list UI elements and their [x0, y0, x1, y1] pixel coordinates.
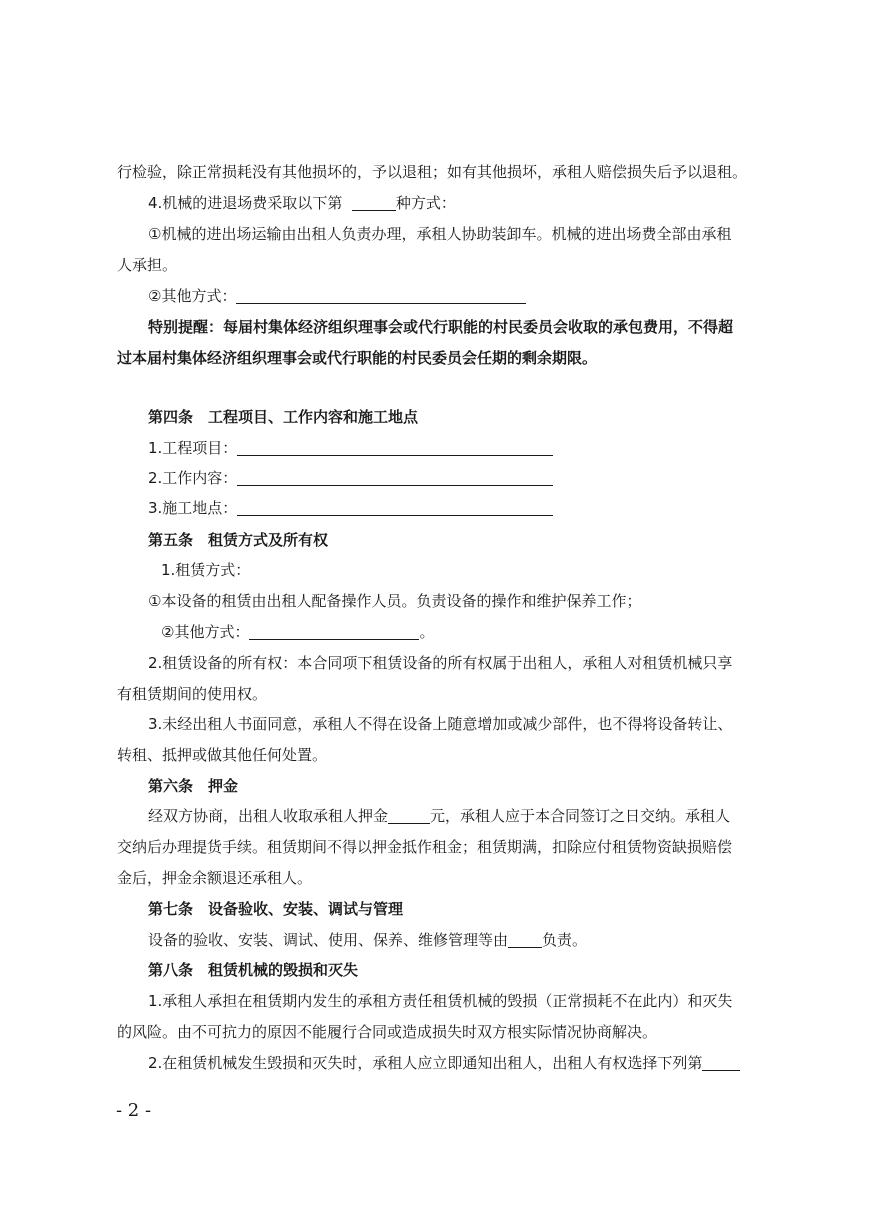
paragraph-line: 行检验，除正常损耗没有其他损坏的，予以退租；如有其他损坏，承租人赔偿损失后予以退租。 — [117, 163, 748, 181]
other-method-line: ②其他方式： — [148, 286, 768, 306]
entry-fee-clause: 4.机械的进退场费采取以下第 种方式： — [148, 194, 456, 212]
paragraph-line: ①本设备的租赁由出租人配备操作人员。负责设备的操作和维护保养工作； — [148, 592, 642, 610]
paragraph-line: 2.租赁设备的所有权：本合同项下租赁设备的所有权属于出租人，承租人对租赁机械只享 — [148, 654, 733, 672]
fill-blank[interactable] — [237, 471, 553, 486]
paragraph-line: 金后，押金余额退还承租人。 — [117, 869, 313, 887]
damage-line: 2.在租赁机械发生毁损和灭失时，承租人应立即通知出租人，出租人有权选择下列第 — [148, 1053, 768, 1073]
paragraph-line: ①机械的进出场运输由出租人负责办理，承租人协助装卸车。机械的进出场费全部由承租 — [148, 225, 732, 243]
page-number: - 2 - — [116, 1100, 152, 1121]
project-line: 1.工程项目： — [148, 438, 768, 458]
paragraph-line: 人承担。 — [117, 256, 178, 274]
site-line: 3.施工地点： — [148, 498, 768, 518]
section-heading: 第八条 租赁机械的毁损和灭失 — [148, 961, 359, 979]
special-reminder-cont: 过本届村集体经济组织理事会或代行职能的村民委员会任期的剩余期限。 — [117, 349, 598, 367]
management-line: 设备的验收、安装、调试、使用、保养、维修管理等由 负责。 — [148, 931, 588, 949]
work-content-line: 2.工作内容： — [148, 468, 768, 488]
section-heading: 第五条 租赁方式及所有权 — [148, 531, 329, 549]
paragraph-line: 有租赁期间的使用权。 — [117, 685, 268, 703]
paragraph-line: 的风险。由不可抗力的原因不能履行合同或造成损失时双方根实际情况协商解决。 — [117, 1023, 658, 1041]
paragraph-line: 转租、抵押或做其他任何处置。 — [117, 746, 328, 764]
paragraph-line: 交纳后办理提货手续。租赁期间不得以押金抵作租金；租赁期满，扣除应付租赁物资缺损赔偿 — [117, 838, 733, 856]
paragraph-line: 3.未经出租人书面同意，承租人不得在设备上随意增加或减少部件，也不得将设备转让、 — [148, 715, 733, 733]
section-heading: 第七条 设备验收、安装、调试与管理 — [148, 900, 404, 918]
other-method-line: ②其他方式： 。 — [161, 623, 435, 641]
fill-blank[interactable] — [388, 809, 430, 824]
paragraph-line: 1.租赁方式： — [161, 561, 251, 579]
fill-blank[interactable] — [702, 1056, 740, 1071]
section-heading: 第四条 工程项目、工作内容和施工地点 — [148, 408, 419, 426]
fill-blank[interactable] — [237, 441, 553, 456]
paragraph-line: 1.承租人承担在租赁期内发生的承租方责任租赁机械的毁损（正常损耗不在此内）和灭失 — [148, 992, 733, 1010]
section-heading: 第六条 押金 — [148, 777, 239, 795]
special-reminder: 特别提醒：每届村集体经济组织理事会或代行职能的村民委员会收取的承包费用，不得超 — [148, 318, 734, 336]
fill-blank[interactable] — [508, 933, 542, 948]
fill-blank[interactable] — [236, 289, 526, 304]
deposit-line: 经双方协商，出租人收取承租人押金 元，承租人应于本合同签订之日交纳。承租人 — [148, 807, 731, 825]
fill-blank[interactable] — [237, 501, 553, 516]
fill-blank[interactable] — [352, 196, 396, 211]
fill-blank[interactable] — [249, 625, 419, 640]
